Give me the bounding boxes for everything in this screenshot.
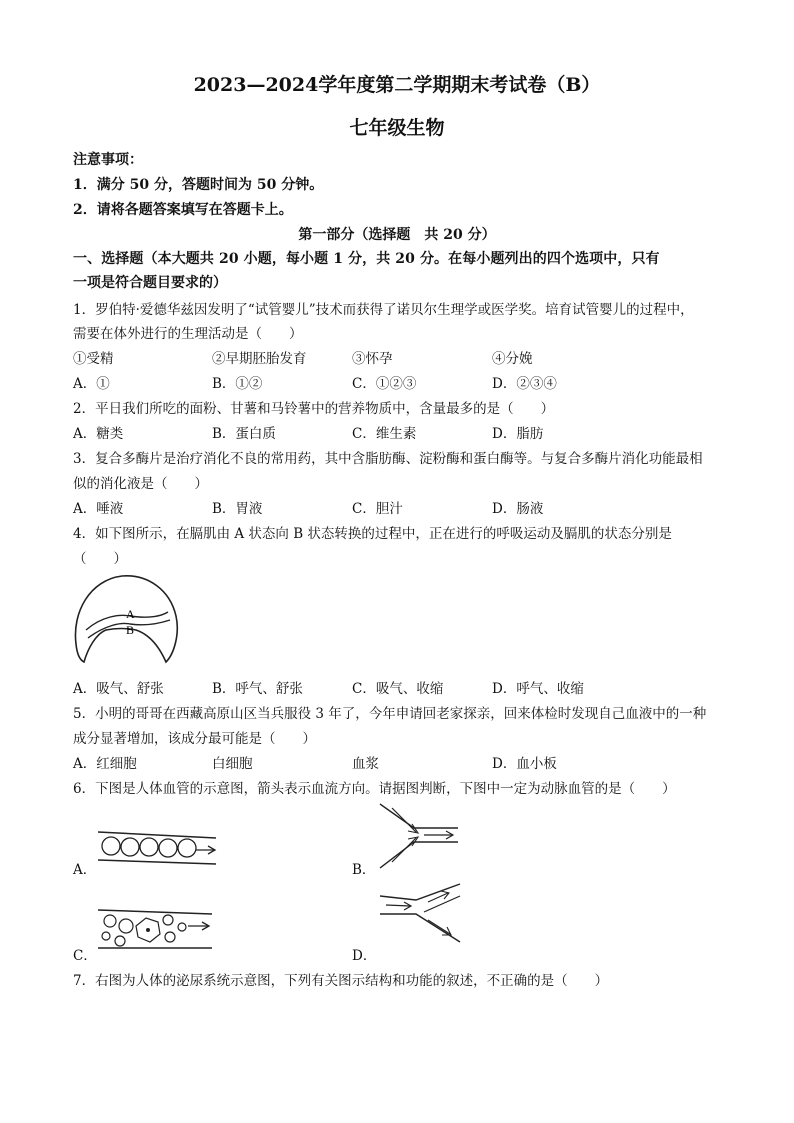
q5-option-b[interactable]: 白细胞 — [212, 756, 253, 772]
section-heading-cont: 一项是符合题目要求的） — [73, 275, 227, 291]
q6-option-a[interactable]: A． — [73, 862, 97, 878]
q1-option-b[interactable]: B．①② — [212, 376, 263, 392]
q6-option-d[interactable]: D． — [352, 948, 377, 964]
question-1-stem-cont: 需要在体外进行的生理活动是（ ） — [73, 326, 303, 342]
q2-option-c[interactable]: C．维生素 — [352, 426, 417, 442]
question-5-stem: 5．小明的哥哥在西藏高原山区当兵服役 3 年了，今年申请回老家探亲，回来体检时发现自己血液中的一种 — [73, 706, 707, 722]
exam-subtitle: 七年级生物 — [349, 117, 445, 139]
q1-item: ②早期胚胎发育 — [212, 351, 307, 367]
note-item: 1．满分 50 分，答题时间为 50 分钟。 — [73, 177, 324, 193]
q2-option-a[interactable]: A．糖类 — [73, 426, 124, 442]
question-5-stem-cont: 成分显著增加，该成分最可能是（ ） — [73, 731, 316, 747]
exam-title: 2023—2024学年度第二学期期末考试卷（B） — [193, 74, 601, 96]
vessel-figure-d — [376, 882, 464, 950]
q1-option-c[interactable]: C．①②③ — [352, 376, 417, 392]
q5-option-c[interactable]: 血浆 — [352, 756, 379, 772]
q1-item: ④分娩 — [492, 351, 533, 367]
figure-label-b: B — [126, 623, 135, 637]
q3-option-d[interactable]: D．肠液 — [492, 501, 544, 517]
question-2-stem: 2．平日我们所吃的面粉、甘薯和马铃薯中的营养物质中，含量最多的是（ ） — [73, 401, 555, 417]
note-item: 2．请将各题答案填写在答题卡上。 — [73, 202, 293, 218]
q1-option-a[interactable]: A．① — [73, 376, 110, 392]
q5-option-a[interactable]: A．红细胞 — [73, 756, 137, 772]
vessel-figure-c — [96, 904, 218, 954]
figure-label-a: A — [126, 607, 135, 621]
q4-option-c[interactable]: C．吸气、收缩 — [352, 681, 444, 697]
vessel-figure-a — [96, 826, 222, 872]
q4-option-a[interactable]: A．吸气、舒张 — [73, 681, 164, 697]
question-1-stem: 1．罗伯特·爱德华兹因发明了“试管婴儿”技术而获得了诺贝尔生理学或医学奖。培育试管婴儿的过程中， — [73, 302, 694, 318]
vessel-figure-b — [376, 802, 462, 870]
question-3-stem: 3．复合多酶片是治疗消化不良的常用药，其中含脂肪酶、淀粉酶和蛋白酶等。与复合多酶片消化功能最相 — [73, 451, 703, 467]
q4-option-b[interactable]: B．呼气、舒张 — [212, 681, 303, 697]
part-heading: 第一部分（选择题 共 20 分） — [298, 227, 496, 243]
q6-option-c[interactable]: C． — [73, 948, 97, 964]
notes-heading: 注意事项： — [73, 152, 143, 168]
q3-option-a[interactable]: A．唾液 — [73, 501, 124, 517]
question-6-stem: 6．下图是人体血管的示意图，箭头表示血流方向。请据图判断，下图中一定为动脉血管的是（ ） — [73, 781, 676, 797]
q2-option-b[interactable]: B．蛋白质 — [212, 426, 276, 442]
section-heading: 一、选择题（本大题共 20 小题，每小题 1 分，共 20 分。在每小题列出的四个选项中，只有 — [73, 251, 660, 267]
q1-option-d[interactable]: D．②③④ — [492, 376, 557, 392]
diaphragm-figure — [70, 572, 182, 667]
q6-option-b[interactable]: B． — [352, 862, 376, 878]
question-7-stem: 7．右图为人体的泌尿系统示意图，下列有关图示结构和功能的叙述，不正确的是（ ） — [73, 973, 609, 989]
question-4-stem: 4．如下图所示，在膈肌由 A 状态向 B 状态转换的过程中，正在进行的呼吸运动及膈肌的状态分别是 — [73, 526, 672, 542]
q1-item: ③怀孕 — [352, 351, 393, 367]
q3-option-b[interactable]: B．胃液 — [212, 501, 263, 517]
q5-option-d[interactable]: D．血小板 — [492, 756, 557, 772]
q3-option-c[interactable]: C．胆汁 — [352, 501, 403, 517]
question-3-stem-cont: 似的消化液是（ ） — [73, 476, 208, 492]
q2-option-d[interactable]: D．脂肪 — [492, 426, 544, 442]
q1-item: ①受精 — [73, 351, 114, 367]
q4-option-d[interactable]: D．呼气、收缩 — [492, 681, 584, 697]
question-4-stem-cont: （ ） — [73, 551, 127, 567]
